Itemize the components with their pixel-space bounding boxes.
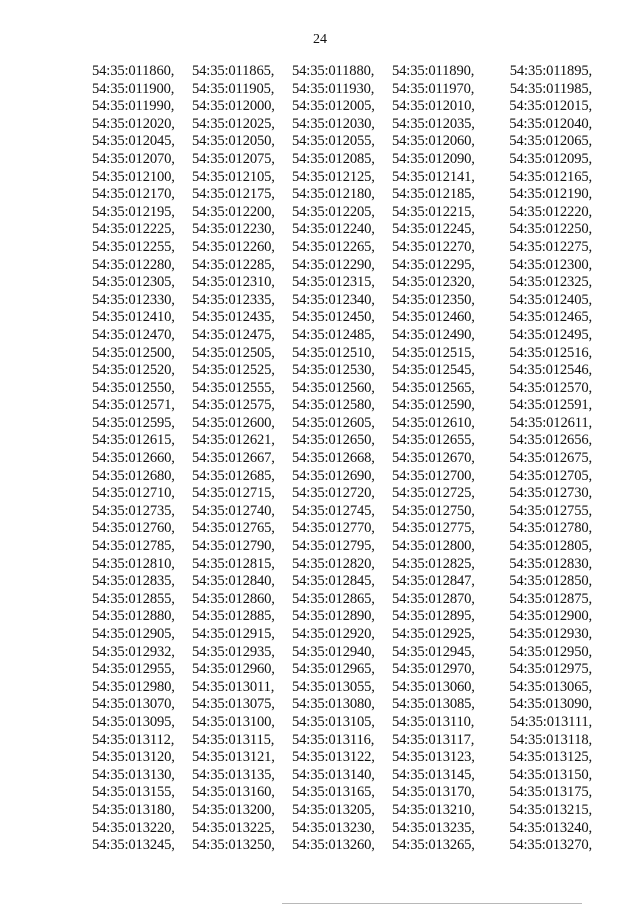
cadastral-code: 54:35:012465, xyxy=(509,309,592,326)
code-row xyxy=(92,591,592,609)
cadastral-code: 54:35:012005, xyxy=(292,98,375,115)
cadastral-code: 54:35:012740, xyxy=(192,502,275,519)
cadastral-code: 54:35:012460, xyxy=(392,309,475,326)
cadastral-code: 54:35:012220, xyxy=(509,203,592,220)
code-row xyxy=(92,714,592,732)
code-row xyxy=(92,63,592,81)
cadastral-code: 54:35:012730, xyxy=(509,485,592,502)
cadastral-code: 54:35:013110, xyxy=(392,713,475,730)
code-row xyxy=(92,661,592,679)
code-row xyxy=(92,81,592,99)
cadastral-code: 54:35:012100, xyxy=(92,168,175,185)
code-row xyxy=(92,556,592,574)
cadastral-code: 54:35:012000, xyxy=(192,98,275,115)
code-row xyxy=(92,169,592,187)
cadastral-code: 54:35:012225, xyxy=(92,221,175,238)
cadastral-code: 54:35:012715, xyxy=(192,485,275,502)
cadastral-code: 54:35:013160, xyxy=(192,784,275,801)
cadastral-code: 54:35:013260, xyxy=(292,837,375,854)
cadastral-code: 54:35:012405, xyxy=(509,291,592,308)
cadastral-code: 54:35:012141, xyxy=(392,168,475,185)
cadastral-code: 54:35:012571, xyxy=(92,397,175,414)
cadastral-code: 54:35:012015, xyxy=(509,98,592,115)
cadastral-code: 54:35:013080, xyxy=(292,696,375,713)
cadastral-code: 54:35:012470, xyxy=(92,326,175,343)
cadastral-code: 54:35:012932, xyxy=(92,643,175,660)
cadastral-code: 54:35:012070, xyxy=(92,150,175,167)
cadastral-code: 54:35:012980, xyxy=(92,678,175,695)
cadastral-code: 54:35:012510, xyxy=(292,344,375,361)
cadastral-code: 54:35:012775, xyxy=(392,520,475,537)
cadastral-code: 54:35:013155, xyxy=(92,784,175,801)
cadastral-code: 54:35:012745, xyxy=(292,502,375,519)
code-row xyxy=(92,380,592,398)
cadastral-code: 54:35:012505, xyxy=(192,344,275,361)
cadastral-code: 54:35:012720, xyxy=(292,485,375,502)
cadastral-code: 54:35:012667, xyxy=(192,450,275,467)
code-row xyxy=(92,151,592,169)
cadastral-code: 54:35:012591, xyxy=(509,397,592,414)
cadastral-code: 54:35:012060, xyxy=(392,133,475,150)
cadastral-code: 54:35:012735, xyxy=(92,502,175,519)
code-row xyxy=(92,749,592,767)
cadastral-code: 54:35:013115, xyxy=(192,731,275,748)
code-row xyxy=(92,345,592,363)
cadastral-code: 54:35:012570, xyxy=(509,379,592,396)
cadastral-code: 54:35:012840, xyxy=(192,573,275,590)
code-row xyxy=(92,239,592,257)
code-row xyxy=(92,274,592,292)
cadastral-code: 54:35:012200, xyxy=(192,203,275,220)
cadastral-code: 54:35:012205, xyxy=(292,203,375,220)
cadastral-code: 54:35:013120, xyxy=(92,749,175,766)
cadastral-code: 54:35:011865, xyxy=(192,63,275,79)
cadastral-code: 54:35:013250, xyxy=(192,837,275,854)
cadastral-code: 54:35:013215, xyxy=(509,801,592,818)
cadastral-code: 54:35:011880, xyxy=(292,63,375,79)
cadastral-code: 54:35:012125, xyxy=(292,168,375,185)
cadastral-code: 54:35:012020, xyxy=(92,115,175,132)
cadastral-code: 54:35:012045, xyxy=(92,133,175,150)
cadastral-code: 54:35:012075, xyxy=(192,150,275,167)
cadastral-code: 54:35:012975, xyxy=(509,661,592,678)
cadastral-code: 54:35:013180, xyxy=(92,801,175,818)
cadastral-code: 54:35:012275, xyxy=(509,238,592,255)
code-row xyxy=(92,784,592,802)
cadastral-code: 54:35:012770, xyxy=(292,520,375,537)
cadastral-code: 54:35:012550, xyxy=(92,379,175,396)
code-row xyxy=(92,362,592,380)
cadastral-code: 54:35:012180, xyxy=(292,186,375,203)
code-row xyxy=(92,450,592,468)
cadastral-code: 54:35:012230, xyxy=(192,221,275,238)
code-row xyxy=(92,204,592,222)
cadastral-code: 54:35:012055, xyxy=(292,133,375,150)
code-row xyxy=(92,415,592,433)
cadastral-code: 54:35:012965, xyxy=(292,661,375,678)
cadastral-code: 54:35:011900, xyxy=(92,80,175,97)
code-row xyxy=(92,732,592,750)
cadastral-code: 54:35:013070, xyxy=(92,696,175,713)
cadastral-code: 54:35:012885, xyxy=(192,608,275,625)
cadastral-code: 54:35:012660, xyxy=(92,450,175,467)
cadastral-code: 54:35:013121, xyxy=(192,749,275,766)
cadastral-code: 54:35:013095, xyxy=(92,713,175,730)
cadastral-code: 54:35:012105, xyxy=(192,168,275,185)
cadastral-code: 54:35:012850, xyxy=(509,573,592,590)
cadastral-code: 54:35:012340, xyxy=(292,291,375,308)
cadastral-code: 54:35:013150, xyxy=(509,766,592,783)
code-row xyxy=(92,468,592,486)
page-number: 24 xyxy=(313,32,327,47)
code-row xyxy=(92,186,592,204)
cadastral-code: 54:35:012085, xyxy=(292,150,375,167)
cadastral-code: 54:35:012170, xyxy=(92,186,175,203)
cadastral-code: 54:35:013130, xyxy=(92,766,175,783)
cadastral-code: 54:35:012935, xyxy=(192,643,275,660)
cadastral-code: 54:35:012310, xyxy=(192,274,275,291)
cadastral-code: 54:35:013175, xyxy=(509,784,592,801)
code-row xyxy=(92,98,592,116)
cadastral-code: 54:35:012490, xyxy=(392,326,475,343)
cadastral-code: 54:35:012675, xyxy=(509,450,592,467)
cadastral-code: 54:35:012780, xyxy=(509,520,592,537)
cadastral-code: 54:35:013240, xyxy=(509,819,592,836)
cadastral-code: 54:35:012300, xyxy=(509,256,592,273)
cadastral-code: 54:35:012820, xyxy=(292,555,375,572)
code-row xyxy=(92,327,592,345)
cadastral-code: 54:35:012835, xyxy=(92,573,175,590)
cadastral-code: 54:35:012955, xyxy=(92,661,175,678)
cadastral-code: 54:35:012795, xyxy=(292,538,375,555)
cadastral-code: 54:35:013270, xyxy=(509,837,592,854)
code-row xyxy=(92,257,592,275)
cadastral-code: 54:35:013125, xyxy=(509,749,592,766)
cadastral-code: 54:35:012685, xyxy=(192,467,275,484)
code-row xyxy=(92,133,592,151)
cadastral-code: 54:35:012595, xyxy=(92,414,175,431)
cadastral-code: 54:35:012280, xyxy=(92,256,175,273)
code-row xyxy=(92,292,592,310)
code-row xyxy=(92,520,592,538)
code-row xyxy=(92,626,592,644)
cadastral-code: 54:35:012785, xyxy=(92,538,175,555)
cadastral-code: 54:35:012860, xyxy=(192,590,275,607)
cadastral-code: 54:35:012890, xyxy=(292,608,375,625)
cadastral-code: 54:35:012190, xyxy=(509,186,592,203)
cadastral-code: 54:35:012560, xyxy=(292,379,375,396)
cadastral-code: 54:35:012040, xyxy=(509,115,592,132)
cadastral-code: 54:35:012025, xyxy=(192,115,275,132)
cadastral-code: 54:35:012285, xyxy=(192,256,275,273)
cadastral-code: 54:35:013170, xyxy=(392,784,475,801)
cadastral-code: 54:35:012656, xyxy=(509,432,592,449)
cadastral-code: 54:35:013230, xyxy=(292,819,375,836)
cadastral-code: 54:35:012845, xyxy=(292,573,375,590)
cadastral-code: 54:35:013100, xyxy=(192,713,275,730)
cadastral-code: 54:35:011990, xyxy=(92,98,175,115)
cadastral-code: 54:35:012870, xyxy=(392,590,475,607)
cadastral-code: 54:35:013122, xyxy=(292,749,375,766)
cadastral-code: 54:35:013090, xyxy=(509,696,592,713)
cadastral-code: 54:35:012755, xyxy=(509,502,592,519)
cadastral-code: 54:35:012215, xyxy=(392,203,475,220)
cadastral-code: 54:35:012485, xyxy=(292,326,375,343)
cadastral-code: 54:35:012970, xyxy=(392,661,475,678)
cadastral-code: 54:35:013140, xyxy=(292,766,375,783)
cadastral-code: 54:35:013225, xyxy=(192,819,275,836)
cadastral-code: 54:35:012710, xyxy=(92,485,175,502)
cadastral-code: 54:35:013112, xyxy=(92,731,175,748)
cadastral-code: 54:35:012690, xyxy=(292,467,375,484)
cadastral-code: 54:35:012350, xyxy=(392,291,475,308)
cadastral-code: 54:35:012525, xyxy=(192,362,275,379)
cadastral-code: 54:35:012905, xyxy=(92,626,175,642)
cadastral-code: 54:35:012920, xyxy=(292,626,375,642)
cadastral-code: 54:35:012530, xyxy=(292,362,375,379)
cadastral-code: 54:35:012035, xyxy=(392,115,475,132)
cadastral-code: 54:35:012305, xyxy=(92,274,175,291)
cadastral-code: 54:35:012725, xyxy=(392,485,475,502)
cadastral-code: 54:35:013065, xyxy=(509,678,592,695)
cadastral-code: 54:35:013117, xyxy=(392,731,475,748)
cadastral-code: 54:35:012611, xyxy=(509,414,592,431)
cadastral-code: 54:35:012095, xyxy=(509,150,592,167)
cadastral-code: 54:35:012255, xyxy=(92,238,175,255)
cadastral-code: 54:35:012516, xyxy=(509,344,592,361)
cadastral-code: 54:35:012250, xyxy=(509,221,592,238)
code-row xyxy=(92,309,592,327)
cadastral-code: 54:35:012575, xyxy=(192,397,275,414)
cadastral-code: 54:35:012565, xyxy=(392,379,475,396)
cadastral-code: 54:35:012760, xyxy=(92,520,175,537)
cadastral-code: 54:35:012315, xyxy=(292,274,375,291)
cadastral-code: 54:35:012825, xyxy=(392,555,475,572)
cadastral-code: 54:35:012030, xyxy=(292,115,375,132)
cadastral-code: 54:35:013105, xyxy=(292,713,375,730)
cadastral-code: 54:35:013200, xyxy=(192,801,275,818)
cadastral-code: 54:35:012847, xyxy=(392,573,475,590)
cadastral-code: 54:35:013085, xyxy=(392,696,475,713)
code-row xyxy=(92,397,592,415)
cadastral-code: 54:35:012260, xyxy=(192,238,275,255)
code-row xyxy=(92,608,592,626)
cadastral-code: 54:35:013055, xyxy=(292,678,375,695)
cadastral-code: 54:35:013111, xyxy=(510,713,592,730)
cadastral-code: 54:35:012545, xyxy=(392,362,475,379)
cadastral-code: 54:35:013210, xyxy=(392,801,475,818)
cadastral-code: 54:35:012650, xyxy=(292,432,375,449)
cadastral-code: 54:35:012930, xyxy=(509,626,592,642)
cadastral-code: 54:35:011895, xyxy=(509,63,592,79)
cadastral-code: 54:35:012175, xyxy=(192,186,275,203)
cadastral-code: 54:35:012520, xyxy=(92,362,175,379)
cadastral-code: 54:35:012621, xyxy=(192,432,275,449)
cadastral-code: 54:35:012765, xyxy=(192,520,275,537)
cadastral-code: 54:35:012546, xyxy=(509,362,592,379)
cadastral-code: 54:35:012330, xyxy=(92,291,175,308)
cadastral-code: 54:35:013011, xyxy=(192,678,275,695)
cadastral-code: 54:35:012680, xyxy=(92,467,175,484)
cadastral-code: 54:35:012805, xyxy=(509,538,592,555)
cadastral-code: 54:35:012555, xyxy=(192,379,275,396)
code-row xyxy=(92,432,592,450)
cadastral-code: 54:35:012915, xyxy=(192,626,275,642)
cadastral-code: 54:35:012590, xyxy=(392,397,475,414)
cadastral-code: 54:35:012880, xyxy=(92,608,175,625)
cadastral-code: 54:35:012605, xyxy=(292,414,375,431)
cadastral-code: 54:35:012668, xyxy=(292,450,375,467)
code-row xyxy=(92,485,592,503)
cadastral-code: 54:35:012090, xyxy=(392,150,475,167)
cadastral-code: 54:35:013060, xyxy=(392,678,475,695)
cadastral-code: 54:35:012705, xyxy=(509,467,592,484)
cadastral-code: 54:35:012655, xyxy=(392,432,475,449)
cadastral-code: 54:35:012165, xyxy=(509,168,592,185)
cadastral-code: 54:35:013135, xyxy=(192,766,275,783)
cadastral-code: 54:35:012750, xyxy=(392,502,475,519)
code-row xyxy=(92,644,592,662)
cadastral-code: 54:35:012270, xyxy=(392,238,475,255)
cadastral-code: 54:35:012320, xyxy=(392,274,475,291)
cadastral-code: 54:35:013123, xyxy=(392,749,475,766)
cadastral-code: 54:35:012410, xyxy=(92,309,175,326)
cadastral-code: 54:35:012335, xyxy=(192,291,275,308)
cadastral-code: 54:35:012940, xyxy=(292,643,375,660)
cadastral-code: 54:35:012925, xyxy=(392,626,475,642)
cadastral-code: 54:35:012010, xyxy=(392,98,475,115)
cadastral-code: 54:35:012895, xyxy=(392,608,475,625)
cadastral-code: 54:35:013265, xyxy=(392,837,475,854)
code-row xyxy=(92,696,592,714)
cadastral-code: 54:35:013145, xyxy=(392,766,475,783)
cadastral-code: 54:35:012500, xyxy=(92,344,175,361)
code-row xyxy=(92,837,592,855)
cadastral-code: 54:35:012610, xyxy=(392,414,475,431)
cadastral-code: 54:35:012830, xyxy=(509,555,592,572)
code-row xyxy=(92,679,592,697)
cadastral-code: 54:35:013220, xyxy=(92,819,175,836)
cadastral-code: 54:35:012600, xyxy=(192,414,275,431)
cadastral-code: 54:35:013205, xyxy=(292,801,375,818)
code-row xyxy=(92,573,592,591)
cadastral-code: 54:35:012050, xyxy=(192,133,275,150)
cadastral-code: 54:35:011930, xyxy=(292,80,375,97)
cadastral-code: 54:35:012245, xyxy=(392,221,475,238)
cadastral-code: 54:35:013235, xyxy=(392,819,475,836)
cadastral-code: 54:35:012475, xyxy=(192,326,275,343)
cadastral-code: 54:35:012945, xyxy=(392,643,475,660)
cadastral-code: 54:35:012865, xyxy=(292,590,375,607)
cadastral-code: 54:35:012580, xyxy=(292,397,375,414)
cadastral-code: 54:35:012450, xyxy=(292,309,375,326)
cadastral-code: 54:35:013075, xyxy=(192,696,275,713)
cadastral-code: 54:35:012185, xyxy=(392,186,475,203)
cadastral-code: 54:35:012855, xyxy=(92,590,175,607)
cadastral-code: 54:35:012800, xyxy=(392,538,475,555)
cadastral-code: 54:35:012240, xyxy=(292,221,375,238)
cadastral-code: 54:35:012810, xyxy=(92,555,175,572)
cadastral-code: 54:35:013118, xyxy=(509,731,592,748)
cadastral-code: 54:35:012065, xyxy=(509,133,592,150)
cadastral-code: 54:35:012325, xyxy=(509,274,592,291)
cadastral-code: 54:35:012295, xyxy=(392,256,475,273)
cadastral-code: 54:35:012495, xyxy=(509,326,592,343)
cadastral-code: 54:35:012290, xyxy=(292,256,375,273)
cadastral-code: 54:35:012515, xyxy=(392,344,475,361)
cadastral-code: 54:35:012265, xyxy=(292,238,375,255)
cadastral-code: 54:35:012900, xyxy=(509,608,592,625)
cadastral-code: 54:35:012960, xyxy=(192,661,275,678)
cadastral-code: 54:35:013165, xyxy=(292,784,375,801)
cadastral-code: 54:35:012790, xyxy=(192,538,275,555)
cadastral-code: 54:35:012670, xyxy=(392,450,475,467)
cadastral-code: 54:35:012815, xyxy=(192,555,275,572)
cadastral-code: 54:35:011890, xyxy=(392,63,475,79)
code-row xyxy=(92,221,592,239)
bottom-divider xyxy=(282,903,582,904)
cadastral-code: 54:35:013245, xyxy=(92,837,175,854)
cadastral-code: 54:35:012700, xyxy=(392,467,475,484)
cadastral-code: 54:35:012615, xyxy=(92,432,175,449)
cadastral-code: 54:35:011970, xyxy=(392,80,475,97)
code-row xyxy=(92,820,592,838)
cadastral-code: 54:35:012875, xyxy=(509,590,592,607)
cadastral-code: 54:35:012435, xyxy=(192,309,275,326)
cadastral-code: 54:35:011985, xyxy=(509,80,592,97)
cadastral-code: 54:35:012195, xyxy=(92,203,175,220)
code-row xyxy=(92,116,592,134)
code-row xyxy=(92,802,592,820)
cadastral-code: 54:35:011860, xyxy=(92,63,175,79)
code-row xyxy=(92,767,592,785)
cadastral-code: 54:35:013116, xyxy=(292,731,375,748)
cadastral-code: 54:35:011905, xyxy=(192,80,275,97)
cadastral-code: 54:35:012950, xyxy=(509,643,592,660)
code-row xyxy=(92,538,592,556)
code-row xyxy=(92,503,592,521)
cadastral-code-list xyxy=(92,63,592,855)
